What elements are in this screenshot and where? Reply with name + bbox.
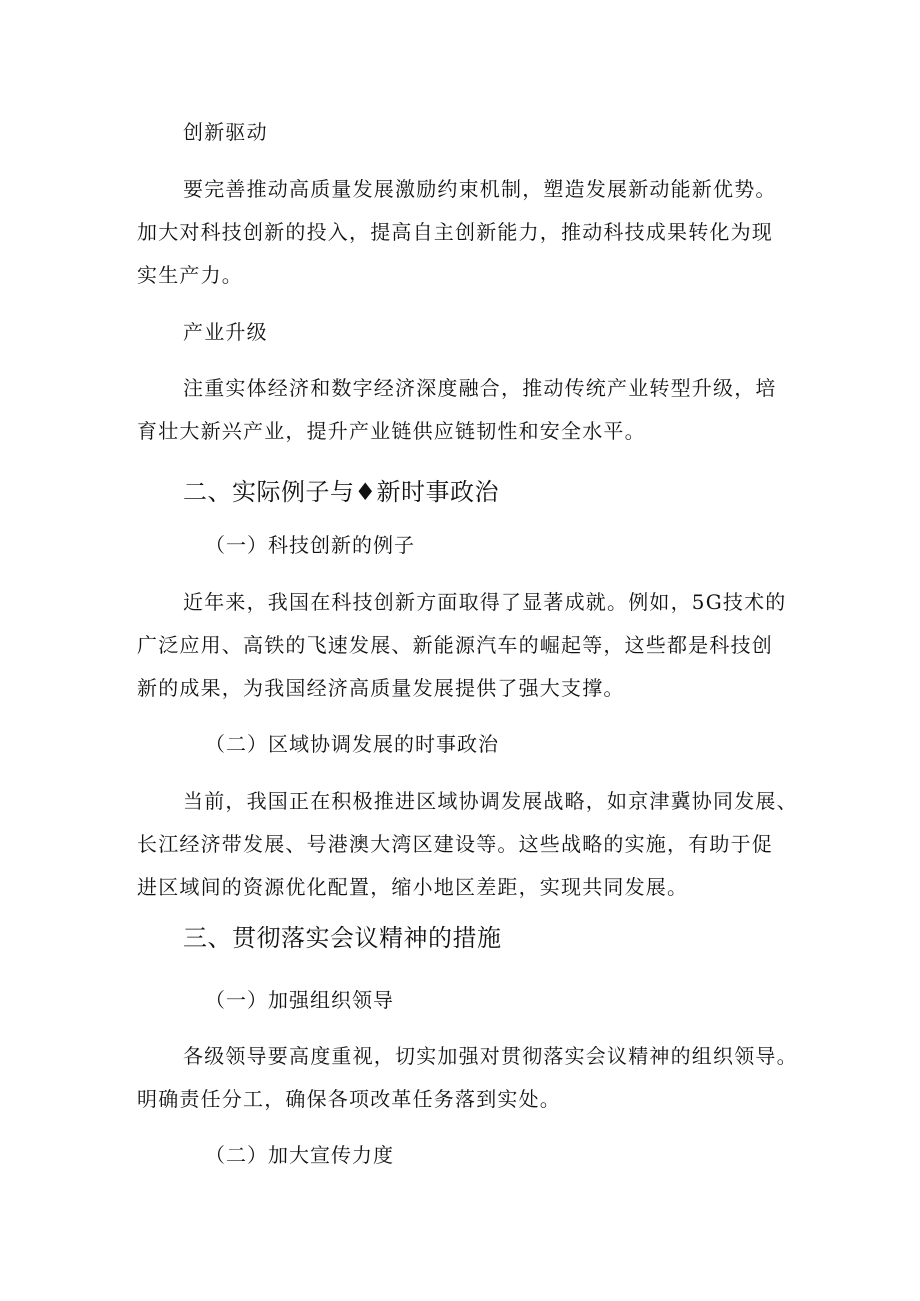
paragraph-line: 注重实体经济和数字经济深度融合，推动传统产业转型升级，培 [183, 376, 777, 400]
subheading-leadership: （一）加强组织领导 [205, 988, 394, 1012]
paragraph-line: 明确责任分工，确保各项改革任务落到实处。 [137, 1087, 561, 1111]
heading-measures: 三、贯彻落实会议精神的措施 [183, 924, 502, 952]
paragraph-line: 进区域间的资源优化配置，缩小地区差距，实现共同发展。 [137, 875, 689, 899]
section-heading-industry: 产业升级 [183, 320, 268, 344]
paragraph-line: 育壮大新兴产业，提升产业链供应链韧性和安全水平。 [137, 419, 646, 443]
subheading-regional: （二）区域协调发展的时事政治 [205, 732, 499, 756]
paragraph-line: 要完善推动高质量发展激励约束机制，塑造发展新动能新优势。 [183, 177, 777, 201]
paragraph-line: 各级领导要高度重视，切实加强对贯彻落实会议精神的组织领导。 [183, 1044, 798, 1068]
paragraph-line: 广泛应用、高铁的飞速发展、新能源汽车的崛起等，这些都是科技创 [137, 633, 773, 657]
section-heading-innovation: 创新驱动 [183, 120, 268, 144]
paragraph-line: 当前，我国正在积极推进区域协调发展战略，如京津冀协同发展、 [183, 789, 798, 813]
subheading-publicity: （二）加大宣传力度 [205, 1143, 394, 1167]
paragraph-line: 实生产力。 [137, 263, 243, 287]
paragraph-line: 长江经济带发展、号港澳大湾区建设等。这些战略的实施，有助于促 [137, 832, 773, 856]
heading-examples: 二、实际例子与♦新时事政治 [183, 478, 500, 506]
paragraph-line: 近年来，我国在科技创新方面取得了显著成就。例如，5G技术的 [183, 590, 787, 614]
paragraph-line: 加大对科技创新的投入，提高自主创新能力，推动科技成果转化为现 [137, 220, 773, 244]
paragraph-line: 新的成果，为我国经济高质量发展提供了强大支撑。 [137, 676, 625, 700]
subheading-tech-example: （一）科技创新的例子 [205, 533, 415, 557]
